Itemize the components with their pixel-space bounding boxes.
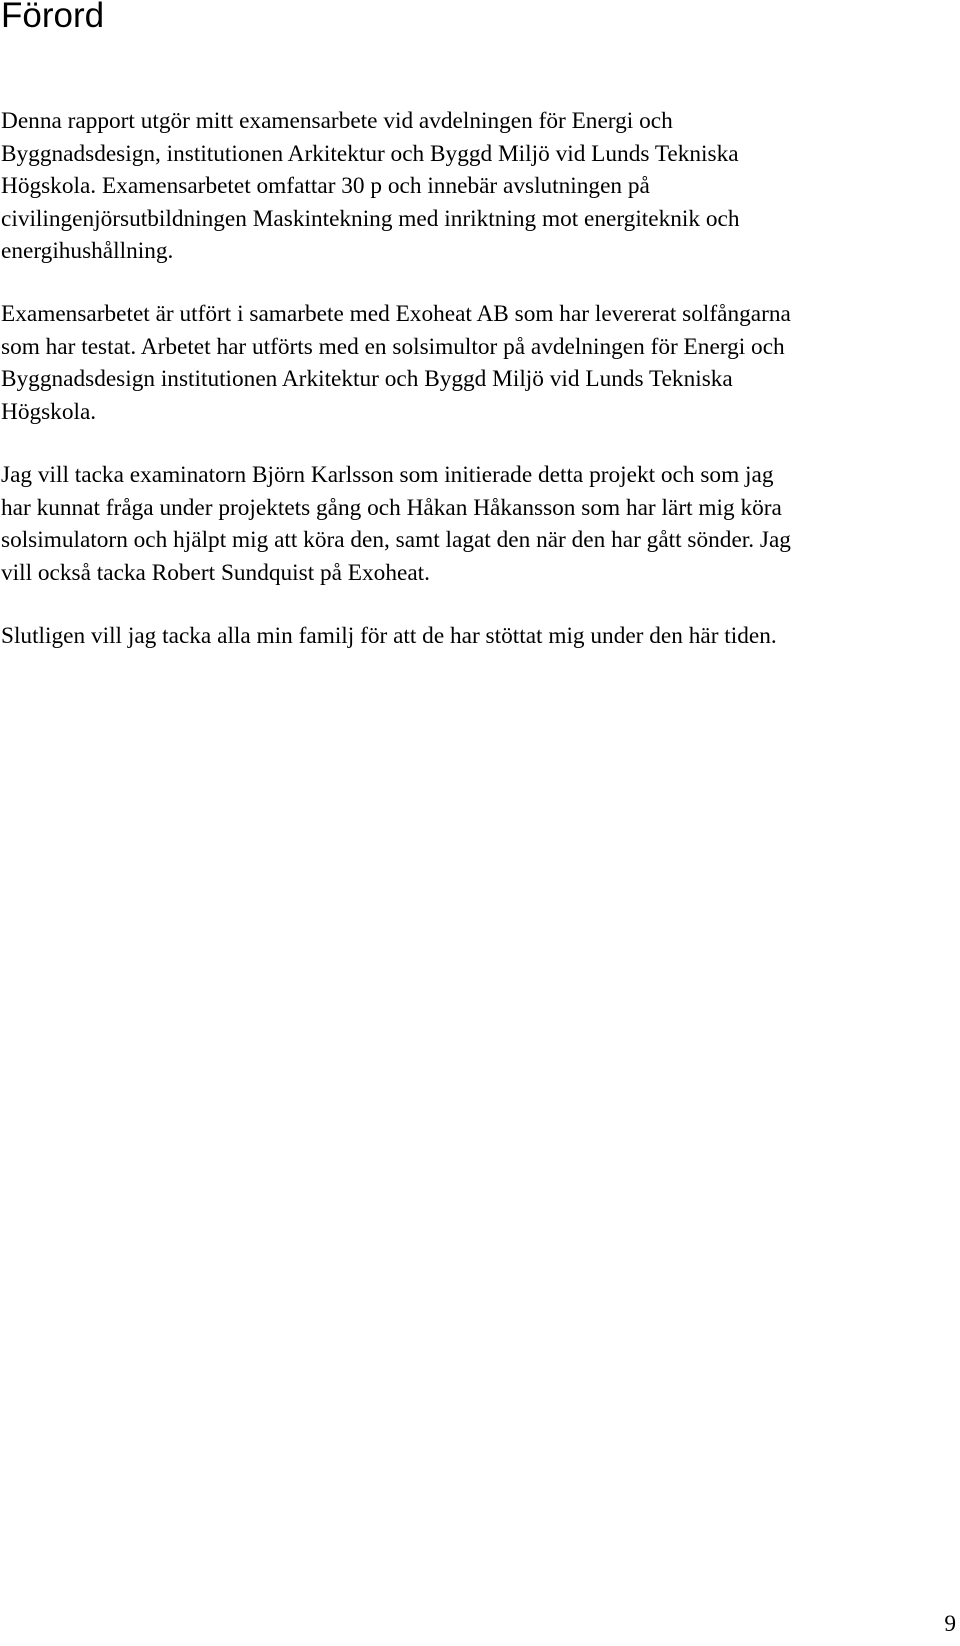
paragraph-line: Slutligen vill jag tacka alla min familj för att de har stöttat mig under den här tiden.	[1, 623, 777, 649]
page-title: Förord	[1, 0, 105, 35]
paragraph-line: Högskola.	[1, 398, 97, 425]
paragraph-line: Högskola. Examensarbetet omfattar 30 p och innebär avslutningen på	[1, 173, 650, 200]
paragraph-line: vill också tacka Robert Sundquist på Exoheat.	[1, 559, 430, 586]
paragraph-line: Denna rapport utgör mitt examensarbete vid avdelningen för Energi och	[1, 108, 673, 134]
paragraph-line: Examensarbetet är utfört i samarbete med Exoheat AB som har levererat solfångarna	[1, 301, 791, 327]
paragraph-collaboration	[1, 298, 956, 428]
paragraph-line: Jag vill tacka examinatorn Björn Karlsson som initierade detta projekt och som jag	[1, 462, 774, 488]
paragraph-line: Byggnadsdesign, institutionen Arkitektur och Byggd Miljö vid Lunds Tekniska	[1, 140, 739, 167]
paragraph-acknowledgements	[1, 459, 956, 589]
paragraph-line: som har testat. Arbetet har utförts med en solsimultor på avdelningen för Energi och	[1, 333, 785, 360]
paragraph-line: energihushållning.	[1, 238, 174, 265]
paragraph-line: civilingenjörsutbildningen Maskintekning med inriktning mot energiteknik och	[1, 205, 740, 232]
paragraph-intro	[1, 105, 956, 268]
paragraph-line: solsimulatorn och hjälpt mig att köra den, samt lagat den när den har gått sönder. Jag	[1, 527, 791, 554]
paragraph-line: Byggnadsdesign institutionen Arkitektur och Byggd Miljö vid Lunds Tekniska	[1, 366, 733, 393]
paragraph-line: har kunnat fråga under projektets gång och Håkan Håkansson som har lärt mig köra	[1, 494, 782, 521]
page-number: 9	[944, 1611, 956, 1637]
paragraph-family	[1, 620, 956, 653]
